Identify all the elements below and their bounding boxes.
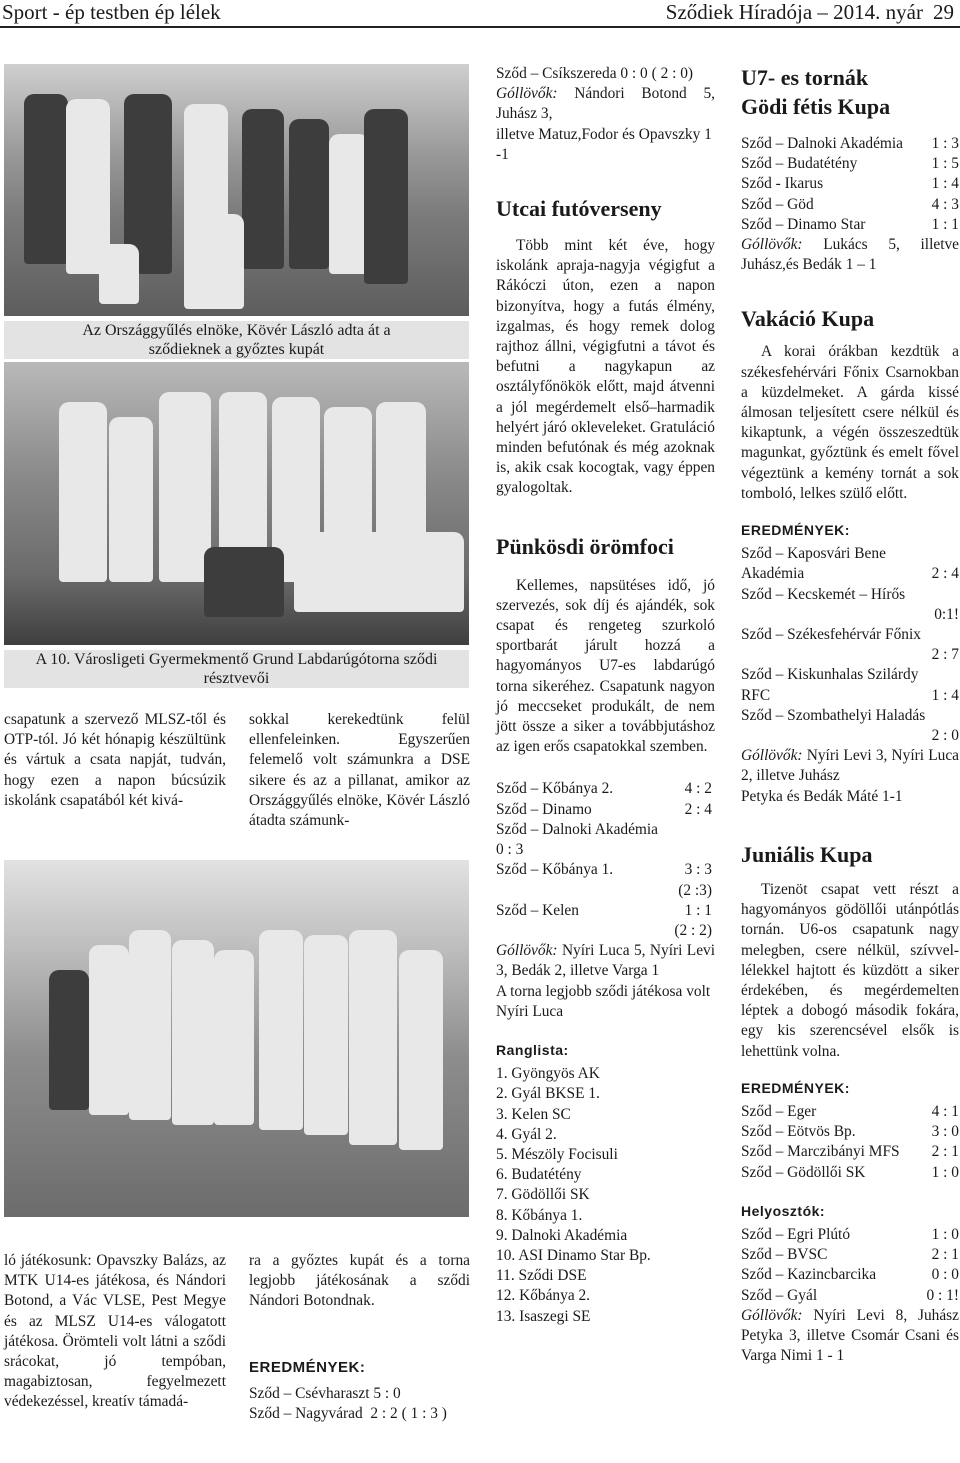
scorers-text: Lukács 5, illetve Juhász,és Bedák 1 – 1 (741, 236, 959, 274)
result-row (496, 881, 712, 901)
result-line: Sződ – Csévharaszt 5 : 0 (249, 1384, 401, 1402)
scorers-label: Góllövők: (496, 942, 558, 960)
result-team: Sződ – Kecskemét – Hírős (741, 585, 906, 603)
result-row (741, 1102, 959, 1122)
ranglista-heading: Ranglista: (496, 1041, 569, 1058)
result-row (741, 195, 959, 215)
result-score: 2 : 1 (931, 1143, 959, 1161)
result-team: Sződ – Dalnoki Akadémia (496, 820, 658, 838)
ranglista-list (496, 1064, 715, 1327)
result-team: Sződ – Dinamo (496, 800, 592, 818)
result-row (741, 1245, 959, 1265)
result-score: 1 : 1 (684, 901, 712, 919)
publication-name: Sződiek Híradója – 2014. nyár (665, 0, 923, 24)
result-row (741, 154, 959, 174)
ranglista-item: 4. Gyál 2. (496, 1125, 557, 1143)
result-score: 2 : 0 (931, 727, 959, 745)
ranglista-item: 13. Isaszegi SE (496, 1307, 591, 1325)
scorers-line: Petyka és Bedák Máté 1-1 (741, 787, 903, 805)
photo-caption-1: Az Országgyűlés elnöke, Kövér László adta át a sződieknek a győztes kupát (4, 321, 469, 359)
result-team: Sződ – Székesfehérvár Főnix (741, 626, 921, 644)
ranglista-item: 11. Sződi DSE (496, 1267, 587, 1285)
helyosztok-heading: Helyosztók: (741, 1202, 826, 1219)
match-list (741, 1225, 959, 1306)
result-team: Sződ – Marczibányi MFS (741, 1143, 900, 1161)
result-team: Sződ – Egri Plútó (741, 1225, 851, 1243)
result-team: Sződ – Szombathelyi Haladás (741, 706, 926, 724)
ranglista-item: 5. Mészöly Focisuli (496, 1145, 618, 1163)
result-row (741, 215, 959, 235)
result-row (496, 820, 712, 840)
result-row (741, 1265, 959, 1285)
result-row (741, 1163, 959, 1183)
scorers-text: Nyíri Levi 8, Juhász Petyka 3, illetve Csomár Csani és Varga Nimi 1 - 1 (741, 1306, 959, 1365)
article-paragraph: Kellemes, napsütéses idő, jó szervezés, sok díj és ajándék, sok csapat és rengeteg szurkoló sportbarát járult hozzá a hagyományos U7-es labdarúgó torna sikeréhez. Csapatunk nagyon jó meccseket produkált, de nem jött össze a siker a továbbjutáshoz az igen erős csapatokkal szemben. (496, 576, 715, 756)
article-paragraph: ra a győztes kupát és a torna legjobb játékosának a sződi Nándori Botondnak. (249, 1252, 470, 1310)
best-player: A torna legjobb sződi játékosa volt Nyíri Luca (496, 982, 711, 1020)
section-heading-u7: U7- es tornák (741, 65, 869, 90)
scorers-line (741, 1306, 959, 1367)
scorers-line (496, 84, 715, 124)
result-row (496, 921, 712, 941)
result-score: 0 : 0 (931, 1266, 959, 1284)
result-team: Sződ – Dalnoki Akadémia (741, 135, 903, 152)
match-list (741, 134, 959, 235)
scorers-line (741, 746, 959, 786)
photo-team-goal (4, 362, 469, 645)
result-row (741, 544, 959, 564)
result-row (741, 585, 959, 605)
result-team: Sződ – Eötvös Bp. (741, 1123, 856, 1141)
article-paragraph: csapatunk a szervező MLSZ-től és OTP-tól. Jó két hónapig készültünk és vártuk a csata napját, tudván, hogy ezen a napon búcsúzik iskolánk csapatából két kivá- (4, 711, 226, 809)
result-score: 4 : 2 (684, 780, 712, 798)
ranglista-item: 6. Budatétény (496, 1166, 582, 1184)
result-score: 1 : 3 (931, 135, 959, 152)
section-heading-godi: Gödi fétis Kupa (741, 94, 891, 119)
result-score: 2 : 4 (931, 565, 959, 583)
result-team: 0 : 3 (496, 841, 524, 859)
section-heading-utcai: Utcai futóverseny (496, 196, 662, 222)
result-score: (2 : 2) (674, 921, 712, 939)
result-team: Sződ – BVSC (741, 1246, 828, 1264)
section-heading-punkosdi: Pünkösdi örömfoci (496, 533, 674, 559)
match-list (496, 779, 712, 941)
article-col2-top (249, 710, 470, 831)
photo-team-field (4, 860, 469, 1217)
article-paragraph: Több mint két éve, hogy iskolánk apraja-nagyja végigfut a Rákóczi úton, ezen a napon bizonyítva, hogy a futás élmény, izgalmas, és hogy remek dolog rajthoz állni, végigfutni a távot és befutni a nagykapun az osztályfőnökök előtt, majd átvenni a jól megérdemelt első–harmadik helyért járó okleveleket. Gratuláció minden befutónak és még azoknak is, akik csak kocogtak, vagy éppen gyalogoltak. (496, 237, 715, 497)
result-score: 2 : 7 (931, 646, 959, 664)
match-line: Sződ – Csíkszereda 0 : 0 ( 2 : 0) (496, 65, 694, 82)
result-score: 1 : 4 (931, 175, 959, 193)
article-paragraph: A korai órákban kezdtük a székesfehérvári Főnix Csarnokban a küzdelmeket. A gárda kissé álmosan teljesített csere nélkül és kikaptunk, a végén összeszedtük magunkat, győztünk és emelt fővel végeztünk a kemény tornát a sok tomboló, lelkes szülő előtt. (741, 343, 959, 502)
scorers-line (496, 941, 715, 981)
result-row (741, 625, 959, 645)
ranglista-item: 9. Dalnoki Akadémia (496, 1226, 628, 1244)
result-team: RFC (741, 686, 771, 704)
result-row (741, 1122, 959, 1142)
result-row (496, 901, 712, 921)
article-col1-top (4, 710, 226, 811)
result-team: Sződ – Kőbánya 1. (496, 861, 614, 879)
result-score: 0 : 1! (926, 1286, 959, 1304)
result-team: Sződ – Kőbánya 2. (496, 780, 614, 798)
scorers-label: Góllövők: (741, 747, 803, 765)
result-team: Sződ – Budatétény (741, 155, 858, 173)
result-row (496, 779, 712, 799)
result-score: 3 : 3 (684, 861, 712, 879)
article-paragraph: Tizenöt csapat vett részt a hagyományos gödöllői utánpótlás tornán. U6-os csapatunk nagy melegben, csere nélkül, szívvel-lélekkel hajtott és küzdött a siker érdekében, és megérdemelten léptek a dobogó második fokára, egy kis szerencsével elsők is lehettünk volna. (741, 880, 959, 1060)
result-row (741, 665, 959, 685)
photo-caption-2: A 10. Városligeti Gyermekmentő Grund Labdarúgótorna sződi résztvevői (4, 650, 469, 688)
result-team: Sződ – Kaposvári Bene (741, 545, 886, 563)
result-score: 0:1! (934, 605, 959, 623)
result-row (741, 706, 959, 726)
result-score: 4 : 1 (931, 1102, 959, 1120)
ranglista-item: 3. Kelen SC (496, 1105, 571, 1123)
result-row (741, 645, 959, 665)
result-score: 3 : 0 (931, 1123, 959, 1141)
result-team: Sződ – Dinamo Star (741, 215, 866, 233)
result-row (741, 134, 959, 154)
section-heading-junialis: Juniális Kupa (741, 841, 873, 867)
scorers-text: Nyíri Luca 5, Nyíri Levi 3, Bedák 2, illetve Varga 1 (496, 942, 715, 980)
result-team: Akadémia (741, 565, 805, 583)
results-heading: EREDMÉNYEK: (249, 1358, 366, 1376)
section-title: Sport - ép testben ép lélek (2, 0, 221, 24)
article-paragraph: sokkal kerekedtünk felül ellenfeleinken. Egyszerűen felemelő volt számunkra a DSE sikere és az a pillanat, amikor az Országgyűlés elnöke, Kövér László átadta számunk- (249, 711, 470, 830)
result-row (741, 686, 959, 706)
page-number: 29 (933, 0, 954, 24)
ranglista-item: 8. Kőbánya 1. (496, 1206, 583, 1224)
result-score: (2 :3) (678, 881, 712, 899)
result-row (741, 174, 959, 194)
article-col1-bottom (4, 1251, 226, 1413)
results-heading: EREDMÉNYEK: (741, 1079, 850, 1096)
column-4 (741, 64, 959, 1366)
result-score: 2 : 1 (931, 1246, 959, 1264)
result-row (741, 564, 959, 584)
publication-info (666, 0, 954, 25)
result-score: 1 : 4 (931, 686, 959, 704)
scorers-label: Góllövők: (741, 236, 803, 254)
result-row (741, 1225, 959, 1245)
scorers-line: illetve Matuz,Fodor és Opavszky 1 -1 (496, 125, 712, 163)
ranglista-item: 10. ASI Dinamo Star Bp. (496, 1246, 651, 1264)
result-team: Sződ - Ikarus (741, 175, 824, 193)
page-header (0, 0, 960, 28)
ranglista-item: 2. Gyál BKSE 1. (496, 1085, 600, 1103)
match-list (741, 1102, 959, 1183)
result-team: Sződ – Kiskunhalas Szilárdy (741, 666, 919, 684)
result-score: 4 : 3 (931, 195, 959, 213)
result-score: 1 : 0 (931, 1163, 959, 1181)
column-3 (496, 64, 715, 1327)
scorers-text: Nyíri Levi 3, Nyíri Luca 2, illetve Juhász (741, 747, 959, 785)
result-team: Sződ – Eger (741, 1102, 817, 1120)
scorers-label: Góllövők: (741, 1306, 803, 1324)
result-row (496, 860, 712, 880)
result-team: Sződ – Göd (741, 195, 814, 213)
result-team: Sződ – Kelen (496, 901, 579, 919)
scorers-line (741, 235, 959, 275)
scorers-label: Góllövők: (496, 85, 558, 103)
result-row (496, 840, 712, 860)
article-paragraph: ló játékosunk: Opavszky Balázs, az MTK U14-es játékosa, és Nándori Botond, a Vác VLSE, Pest Megye és az MLSZ U14-es válogatott játékosa. Örömteli volt látni a sződi srácokat, jó tempóban, magabiztosan, fegyelmezett védekezéssel, kreatív támadá- (4, 1252, 226, 1411)
result-line: Sződ – Nagyvárad 2 : 2 ( 1 : 3 ) (249, 1405, 447, 1423)
result-row (741, 1142, 959, 1162)
ranglista-item: 7. Gödöllői SK (496, 1186, 590, 1204)
photo-trophy-ceremony (4, 64, 469, 316)
section-heading-vakacio: Vakáció Kupa (741, 306, 875, 332)
result-row (496, 800, 712, 820)
result-score: 2 : 4 (684, 800, 712, 818)
result-team: Sződ – Gödöllői SK (741, 1163, 866, 1181)
ranglista-item: 12. Kőbánya 2. (496, 1287, 591, 1305)
article-col2-bottom (249, 1251, 470, 1424)
match-list (741, 544, 959, 746)
results-heading: EREDMÉNYEK: (741, 522, 850, 539)
result-score: 1 : 1 (931, 215, 959, 233)
ranglista-item: 1. Gyöngyös AK (496, 1065, 600, 1083)
result-row (741, 1286, 959, 1306)
result-score: 1 : 0 (931, 1225, 959, 1243)
result-team: Sződ – Gyál (741, 1286, 818, 1304)
result-row (741, 605, 959, 625)
scorers-text: Nándori Botond 5, Juhász 3, (496, 85, 715, 123)
result-score: 1 : 5 (931, 155, 959, 173)
result-row (741, 726, 959, 746)
result-team: Sződ – Kazincbarcika (741, 1266, 877, 1284)
